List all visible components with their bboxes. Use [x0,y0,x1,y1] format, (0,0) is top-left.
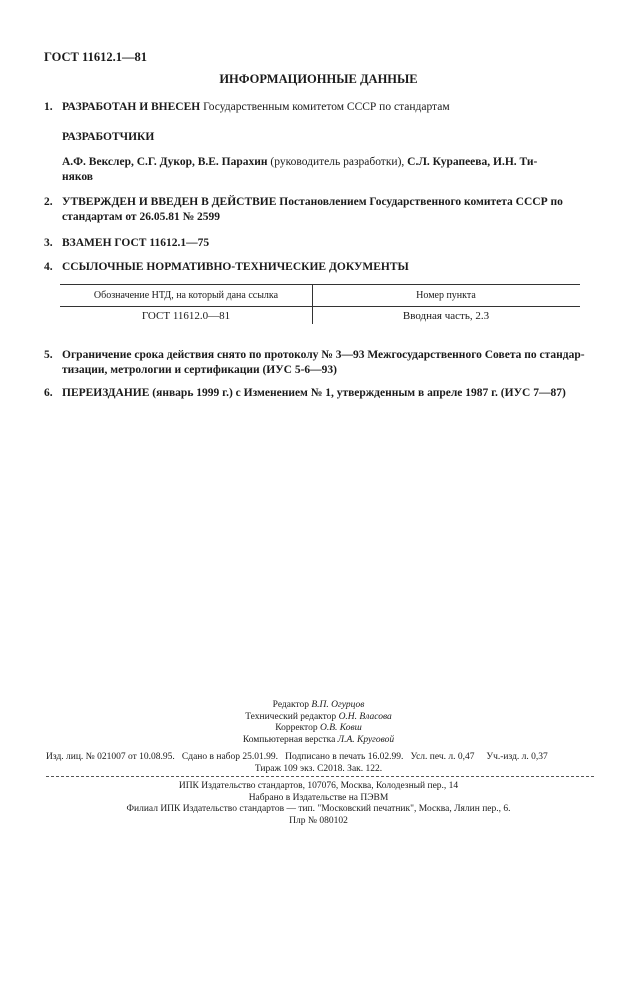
item-5-number: 5. [44,349,53,361]
table-header-rule [60,306,580,307]
table-row1-col1: ГОСТ 11612.0—81 [141,310,231,322]
typeset-line: Набрано в Издательстве на ПЭВМ [248,792,389,803]
item-5 [44,348,592,378]
print-run-line: Тираж 109 экз. С2018. Зак. 122. [254,764,383,774]
item-6-number: 6. [44,387,53,399]
item-1 [44,100,592,115]
item-6-text: (январь 1999 г.) с Изменением № 1, утвержденным в апреле 1987 г. (ИУС 7—87) [152,387,566,399]
imprint-publisher [0,781,637,827]
item-5-text-1: Ограничение срока действия снято по протоколу № 3—93 Межгосударственного Совета по стандар- [62,349,585,361]
table-row1-col2: Вводная часть, 2.3 [402,310,490,322]
table-top-rule [60,284,580,285]
developers-heading: РАЗРАБОТЧИКИ [62,131,155,143]
developers-names-1: А.Ф. Векслер, С.Г. Дукор, В.Е. Парахин [62,156,268,168]
item-6-bold: ПЕРЕИЗДАНИЕ [62,387,150,399]
imprint-editors [0,700,637,746]
tech-editor-line [0,712,637,724]
ipk-line: ИПК Издательство стандартов, 107076, Москва, Колодезный пер., 14 [178,781,459,791]
corrector-label: Корректор [275,723,318,733]
item-5-text-2: тизации, метрологии и сертификации (ИУС 5-6—93) [62,364,338,376]
item-3-bold: ВЗАМЕН ГОСТ 11612.1—75 [62,237,210,249]
document-code: ГОСТ 11612.1—81 [44,50,147,64]
layout-line [0,735,637,747]
item-6 [44,386,592,401]
editor-name: В.П. Огурцов [311,700,365,710]
imprint-divider [46,776,594,777]
item-4-bold: ССЫЛОЧНЫЕ НОРМАТИВНО-ТЕХНИЧЕСКИЕ ДОКУМЕНТЫ [62,261,409,273]
item-1-text: Государственным комитетом СССР по стандартам [203,101,450,113]
corrector-line [0,723,637,735]
item-3 [44,236,592,251]
item-2-text-2: стандартам от 26.05.81 № 2599 [62,211,221,223]
tech-editor-label: Технический редактор [245,711,337,722]
editor-label: Редактор [272,700,309,710]
editor-line [0,700,637,712]
developers-names-2: С.Л. Курапеева, И.Н. Ти- [407,156,538,168]
corrector-name: О.В. Ковш [319,723,362,733]
table-header-col1: Обозначение НТД, на который дана ссылка [93,290,279,301]
item-4 [44,260,592,275]
layout-name: Л.А. Круговой [337,734,395,745]
item-1-number: 1. [44,101,53,113]
plr-line: Плр № 080102 [289,815,348,826]
page-title: ИНФОРМАЦИОННЫЕ ДАННЫЕ [219,72,418,86]
item-2-text-1: Постановлением Государственного комитета СССР по [279,196,563,208]
branch-line: Филиал ИПК Издательство стандартов — тип. "Московский печатник", Москва, Лялин пер., 6. [126,804,511,814]
item-4-number: 4. [44,261,53,273]
item-1-bold: РАЗРАБОТАН И ВНЕСЕН [62,101,201,113]
item-3-number: 3. [44,237,53,249]
layout-label: Компьютерная верстка [242,734,336,745]
developers-names [62,155,592,185]
license-line: Изд. лиц. № 021007 от 10.08.95. Сдано в набор 25.01.99. Подписано в печать 16.02.99. Усл. печ. л. 0,47 Уч.-изд. л. 0,37 [46,752,548,762]
item-2-number: 2. [44,196,53,208]
item-2-bold: УТВЕРЖДЕН И ВВЕДЕН В ДЕЙСТВИЕ [62,196,277,208]
tech-editor-name: О.Н. Власова [338,711,392,722]
developers-names-3: няков [62,171,93,183]
table-header-col2: Номер пункта [416,290,476,301]
developers-role: (руководитель разработки), [270,156,405,168]
item-2 [44,195,592,225]
